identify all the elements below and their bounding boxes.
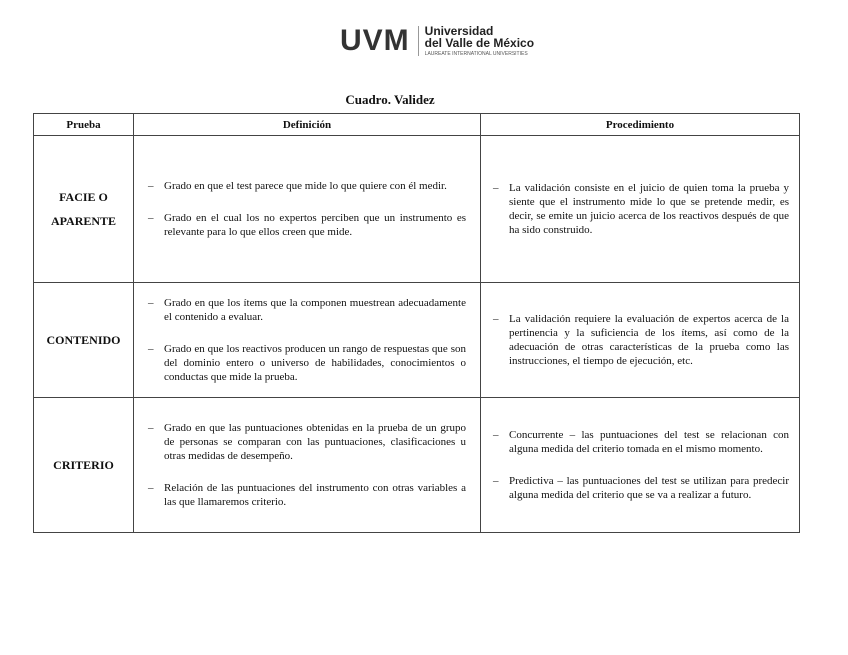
table-row	[34, 398, 800, 533]
document-title: Cuadro. Validez	[345, 92, 435, 107]
procedure-item: – Concurrente – las puntuaciones del test se relacionan con alguna medida del criterio tomada en el mismo momento.	[493, 428, 789, 456]
logo-line3: LAUREATE INTERNATIONAL UNIVERSITIES	[424, 51, 528, 57]
definition-item: – Grado en que los ítems que la componen muestrean adecuadamente el contenido a evaluar.	[148, 296, 466, 324]
table-row	[34, 136, 800, 283]
procedure-item: – Predictiva – las puntuaciones del test se utilizan para predecir alguna medida del criterio que se va a realizar a futuro.	[493, 474, 789, 502]
uvm-logo	[340, 25, 534, 57]
definition-item: – Relación de las puntuaciones del instrumento con otras variables a las que llamaremos criterio.	[148, 481, 466, 509]
logo-brand: UVM	[340, 26, 419, 56]
procedure-item: – La validación requiere la evaluación de expertos acerca de la pertinencia y la suficiencia de los ítems, así como de la adecuación de otras características de la prueba como las instrucciones, el tiempo de ejecución, etc.	[493, 312, 789, 368]
table-header	[34, 114, 800, 136]
table-row	[34, 283, 800, 398]
definition-item: – Grado en que los reactivos producen un rango de respuestas que son del dominio entero o universo de habilidades, conocimientos o conductas que mide la prueba.	[148, 342, 466, 384]
logo-line1: Universidad	[424, 24, 494, 38]
prueba-cell: CRITERIO	[34, 398, 134, 533]
header-prueba: Prueba	[34, 114, 134, 136]
procedure-item: – La validación consiste en el juicio de quien toma la prueba y siente que el instrumento mide lo que se pretende medir, es decir, se emite un juicio acerca de los reactivos después de que ha sido construido.	[493, 181, 789, 237]
definition-item: – Grado en que las puntuaciones obtenidas en la prueba de un grupo de personas se comparan con las puntuaciones, clasificaciones u otras medidas de desempeño.	[148, 421, 466, 463]
definition-item: – Grado en el cual los no expertos perciben que un instrumento es relevante para lo que ellos creen que mide.	[148, 211, 466, 239]
logo-line2: del Valle de México	[424, 36, 535, 50]
prueba-cell: FACIE O APARENTE	[34, 136, 134, 283]
prueba-cell: CONTENIDO	[34, 283, 134, 398]
validez-table	[33, 113, 800, 533]
header-procedimiento: Procedimiento	[481, 114, 800, 136]
definition-item: – Grado en que el test parece que mide lo que quiere con él medir.	[148, 179, 466, 193]
header-definicion: Definición	[134, 114, 481, 136]
